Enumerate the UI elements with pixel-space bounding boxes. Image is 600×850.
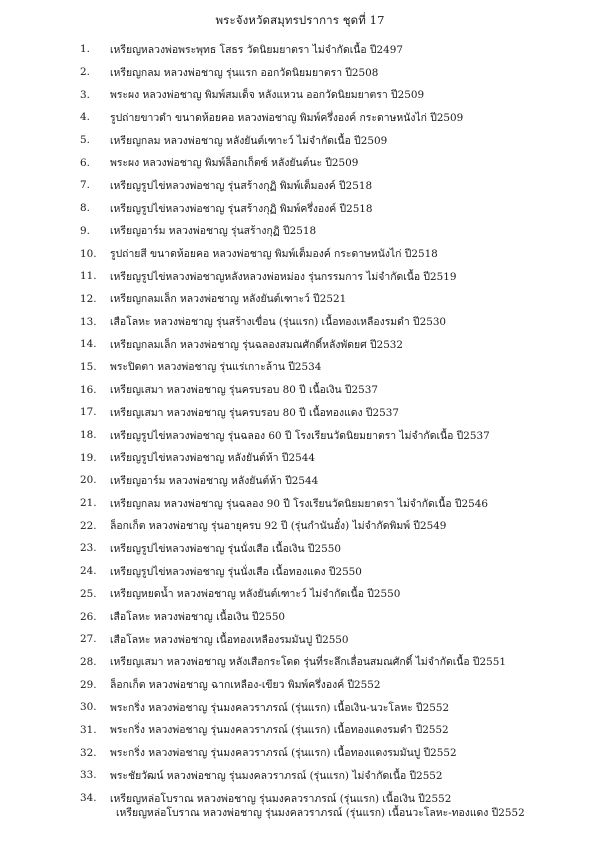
list-item-text: ล็อกเก็ต หลวงพ่อชาญ รุ่นอายุครบ 92 ปี (รุ่นกำนันอั๋ง) ไม่จำกัดพิมพ์ ปี2549 <box>110 520 447 533</box>
list-item-number: 29. <box>80 678 97 691</box>
list-item-number: 34. <box>80 792 97 805</box>
list-item <box>80 583 585 606</box>
list-item-text: พระผง หลวงพ่อชาญ พิมพ์สมเด็จ หลังแหวน ออกวัดนิยมยาตรา ปี2509 <box>110 89 425 102</box>
list-item-text: เหรียญกลม หลวงพ่อชาญ หลังยันต์เฑาะว์ ไม่จำกัดเนื้อ ปี2509 <box>110 134 388 147</box>
list-item-text: เหรียญรูปไข่หลวงพ่อชาญ หลังยันต์ห้า ปี2544 <box>110 452 315 465</box>
list-item-number: 4. <box>80 111 90 124</box>
list-item-text: ล็อกเก็ต หลวงพ่อชาญ ฉากเหลือง-เขียว พิมพ์ครึ่งองค์ ปี2552 <box>110 679 381 692</box>
list-item-text: เหรียญกลมเล็ก หลวงพ่อชาญ รุ่นฉลองสมณศักดิ์หลังพัดยศ ปี2532 <box>110 338 404 351</box>
list-item <box>80 378 585 401</box>
list-item-text: เหรียญเสมา หลวงพ่อชาญ รุ่นครบรอบ 80 ปี เนื้อทองแดง ปี2537 <box>110 406 399 419</box>
list-item-text: เสือโลหะ หลวงพ่อชาญ รุ่นสร้างเขื่อน (รุ่นแรก) เนื้อทองเหลืองรมดำ ปี2530 <box>110 316 447 329</box>
list-item-text: รูปถ่ายสี ขนาดห้อยคอ หลวงพ่อชาญ พิมพ์เต็มองค์ กระดาษหนังไก่ ปี2518 <box>110 248 438 261</box>
list-item <box>80 242 585 265</box>
list-item-number: 22. <box>80 519 97 532</box>
list-item <box>80 83 585 106</box>
list-item-text: พระกริ่ง หลวงพ่อชาญ รุ่นมงคลวราภรณ์ (รุ่นแรก) เนื้อทองแดงรมดำ ปี2552 <box>110 724 449 737</box>
list-item <box>80 719 585 742</box>
list-item-number: 1. <box>80 43 90 56</box>
list-item <box>80 560 585 583</box>
list-item-text: พระกริ่ง หลวงพ่อชาญ รุ่นมงคลวราภรณ์ (รุ่นแรก) เนื้อทองแดงรมมันปู ปี2552 <box>110 747 457 760</box>
list-item-text: เหรียญรูปไข่หลวงพ่อชาญ รุ่นนั่งเสือ เนื้อเงิน ปี2550 <box>110 542 341 555</box>
list-item <box>80 333 585 356</box>
list-item-continuation: เหรียญหล่อโบราณ หลวงพ่อชาญ รุ่นมงคลวราภรณ์ (รุ่นแรก) เนื้อนวะโลหะ-ทองแดง ปี2552 <box>116 807 525 819</box>
list-item-text: เหรียญหลวงพ่อพระพุทธ โสธร วัดนิยมยาตรา ไม่จำกัดเนื้อ ปี2497 <box>110 43 403 56</box>
list-item-text: เสือโลหะ หลวงพ่อชาญ เนื้อทองเหลืองรมมันปู ปี2550 <box>110 633 349 646</box>
list-item-number: 16. <box>80 383 97 396</box>
list-item <box>80 696 585 719</box>
list-item <box>80 310 585 333</box>
list-item-text: เหรียญกลม หลวงพ่อชาญ รุ่นแรก ออกวัดนิยมยาตรา ปี2508 <box>110 66 379 79</box>
list-item-number: 21. <box>80 497 97 510</box>
list-item <box>80 605 585 628</box>
list-item-number: 32. <box>80 746 97 759</box>
list-item-text: พระปิดตา หลวงพ่อชาญ รุ่นแร่เกาะล้าน ปี2534 <box>110 361 322 374</box>
list-item <box>80 514 585 537</box>
list-item <box>80 628 585 651</box>
list-item-number: 24. <box>80 565 97 578</box>
list-item-number: 30. <box>80 701 97 714</box>
list-item-text: เหรียญรูปไข่หลวงพ่อชาญ รุ่นฉลอง 60 ปี โรงเรียนวัดนิยมยาตรา ไม่จำกัดเนื้อ ปี2537 <box>110 429 490 442</box>
list-item <box>80 220 585 243</box>
list-item-text: เหรียญหยดน้ำ หลวงพ่อชาญ หลังยันต์เฑาะว์ ไม่จำกัดเนื้อ ปี2550 <box>110 588 401 601</box>
list-item <box>80 446 585 469</box>
list-item-text: เหรียญเสมา หลวงพ่อชาญ รุ่นครบรอบ 80 ปี เนื้อเงิน ปี2537 <box>110 384 378 397</box>
list-item-text: พระชัยวัฒน์ หลวงพ่อชาญ รุ่นมงคลวราภรณ์ (รุ่นแรก) ไม่จำกัดเนื้อ ปี2552 <box>110 769 443 782</box>
list-item-text: รูปถ่ายขาวดำ ขนาดห้อยคอ หลวงพ่อชาญ พิมพ์ครึ่งองค์ กระดาษหนังไก่ ปี2509 <box>110 111 464 124</box>
list-item-number: 2. <box>80 66 90 79</box>
list-item <box>80 741 585 764</box>
list-item-text: เหรียญหล่อโบราณ หลวงพ่อชาญ รุ่นมงคลวราภรณ์ (รุ่นแรก) เนื้อเงิน ปี2552 <box>110 792 452 805</box>
list-item-number: 11. <box>80 270 97 283</box>
list-item-number: 20. <box>80 474 97 487</box>
list-item <box>80 174 585 197</box>
list-item <box>80 401 585 424</box>
list-item-number: 25. <box>80 587 97 600</box>
list-item-number: 19. <box>80 451 97 464</box>
document-title: พระจังหวัดสมุทรปราการ ชุดที่ 17 <box>215 13 385 27</box>
list-item-text: เหรียญอาร์ม หลวงพ่อชาญ หลังยันต์ห้า ปี2544 <box>110 474 319 487</box>
list-item-number: 12. <box>80 292 97 305</box>
list-item-text: เหรียญอาร์ม หลวงพ่อชาญ รุ่นสร้างกุฏิ ปี2518 <box>110 225 317 238</box>
list-item <box>80 265 585 288</box>
list-item <box>80 673 585 696</box>
list-item-text: เหรียญกลมเล็ก หลวงพ่อชาญ หลังยันต์เฑาะว์ ปี2521 <box>110 293 347 306</box>
list-item <box>80 764 585 787</box>
list-item <box>80 129 585 152</box>
list-item <box>80 38 585 61</box>
list-item <box>80 197 585 220</box>
list-item <box>80 356 585 379</box>
list-item-number: 27. <box>80 633 97 646</box>
list-item-number: 10. <box>80 247 97 260</box>
list-item <box>80 469 585 492</box>
list-item-text: เหรียญกลม หลวงพ่อชาญ รุ่นฉลอง 90 ปี โรงเรียนวัดนิยมยาตรา ไม่จำกัดเนื้อ ปี2546 <box>110 497 489 510</box>
list-item <box>80 288 585 311</box>
list-item-number: 15. <box>80 360 97 373</box>
list-item-number: 14. <box>80 338 97 351</box>
list-item-number: 5. <box>80 134 90 147</box>
list-item-number: 17. <box>80 406 97 419</box>
list-item-text: พระผง หลวงพ่อชาญ พิมพ์ล็อกเก็ตซ์ หลังยันต์นะ ปี2509 <box>110 157 359 170</box>
list-item <box>80 492 585 515</box>
list-item <box>80 537 585 560</box>
list-item-number: 13. <box>80 315 97 328</box>
list-item-number: 3. <box>80 88 90 101</box>
list-item <box>80 651 585 674</box>
list-item <box>80 424 585 447</box>
amulet-list <box>80 38 585 809</box>
list-item <box>80 61 585 84</box>
list-item-number: 23. <box>80 542 97 555</box>
list-item-number: 26. <box>80 610 97 623</box>
list-item-number: 7. <box>80 179 90 192</box>
list-item <box>80 106 585 129</box>
list-item-number: 8. <box>80 202 90 215</box>
list-item-number: 6. <box>80 156 90 169</box>
list-item-text: เหรียญรูปไข่หลวงพ่อชาญ รุ่นสร้างกุฏิ พิมพ์ครึ่งองค์ ปี2518 <box>110 202 373 215</box>
list-item-number: 33. <box>80 769 97 782</box>
list-item <box>80 151 585 174</box>
list-item-text: เสือโลหะ หลวงพ่อชาญ เนื้อเงิน ปี2550 <box>110 611 286 624</box>
list-item-number: 28. <box>80 655 97 668</box>
list-item-number: 9. <box>80 224 90 237</box>
list-item-text: เหรียญรูปไข่หลวงพ่อชาญ รุ่นนั่งเสือ เนื้อทองแดง ปี2550 <box>110 565 362 578</box>
list-item-text: เหรียญเสมา หลวงพ่อชาญ หลังเสือกระโดด รุ่นที่ระลึกเลื่อนสมณศักดิ์ ไม่จำกัดเนื้อ ปี2551 <box>110 656 506 669</box>
list-item-text: เหรียญรูปไข่หลวงพ่อชาญหลังหลวงพ่อหม่อง รุ่นกรรมการ ไม่จำกัดเนื้อ ปี2519 <box>110 270 457 283</box>
list-item-text: พระกริ่ง หลวงพ่อชาญ รุ่นมงคลวราภรณ์ (รุ่นแรก) เนื้อเงิน-นวะโลหะ ปี2552 <box>110 701 450 714</box>
list-item-number: 31. <box>80 723 97 736</box>
list-item-number: 18. <box>80 429 97 442</box>
list-item-text: เหรียญรูปไข่หลวงพ่อชาญ รุ่นสร้างกุฏิ พิมพ์เต็มองค์ ปี2518 <box>110 179 373 192</box>
